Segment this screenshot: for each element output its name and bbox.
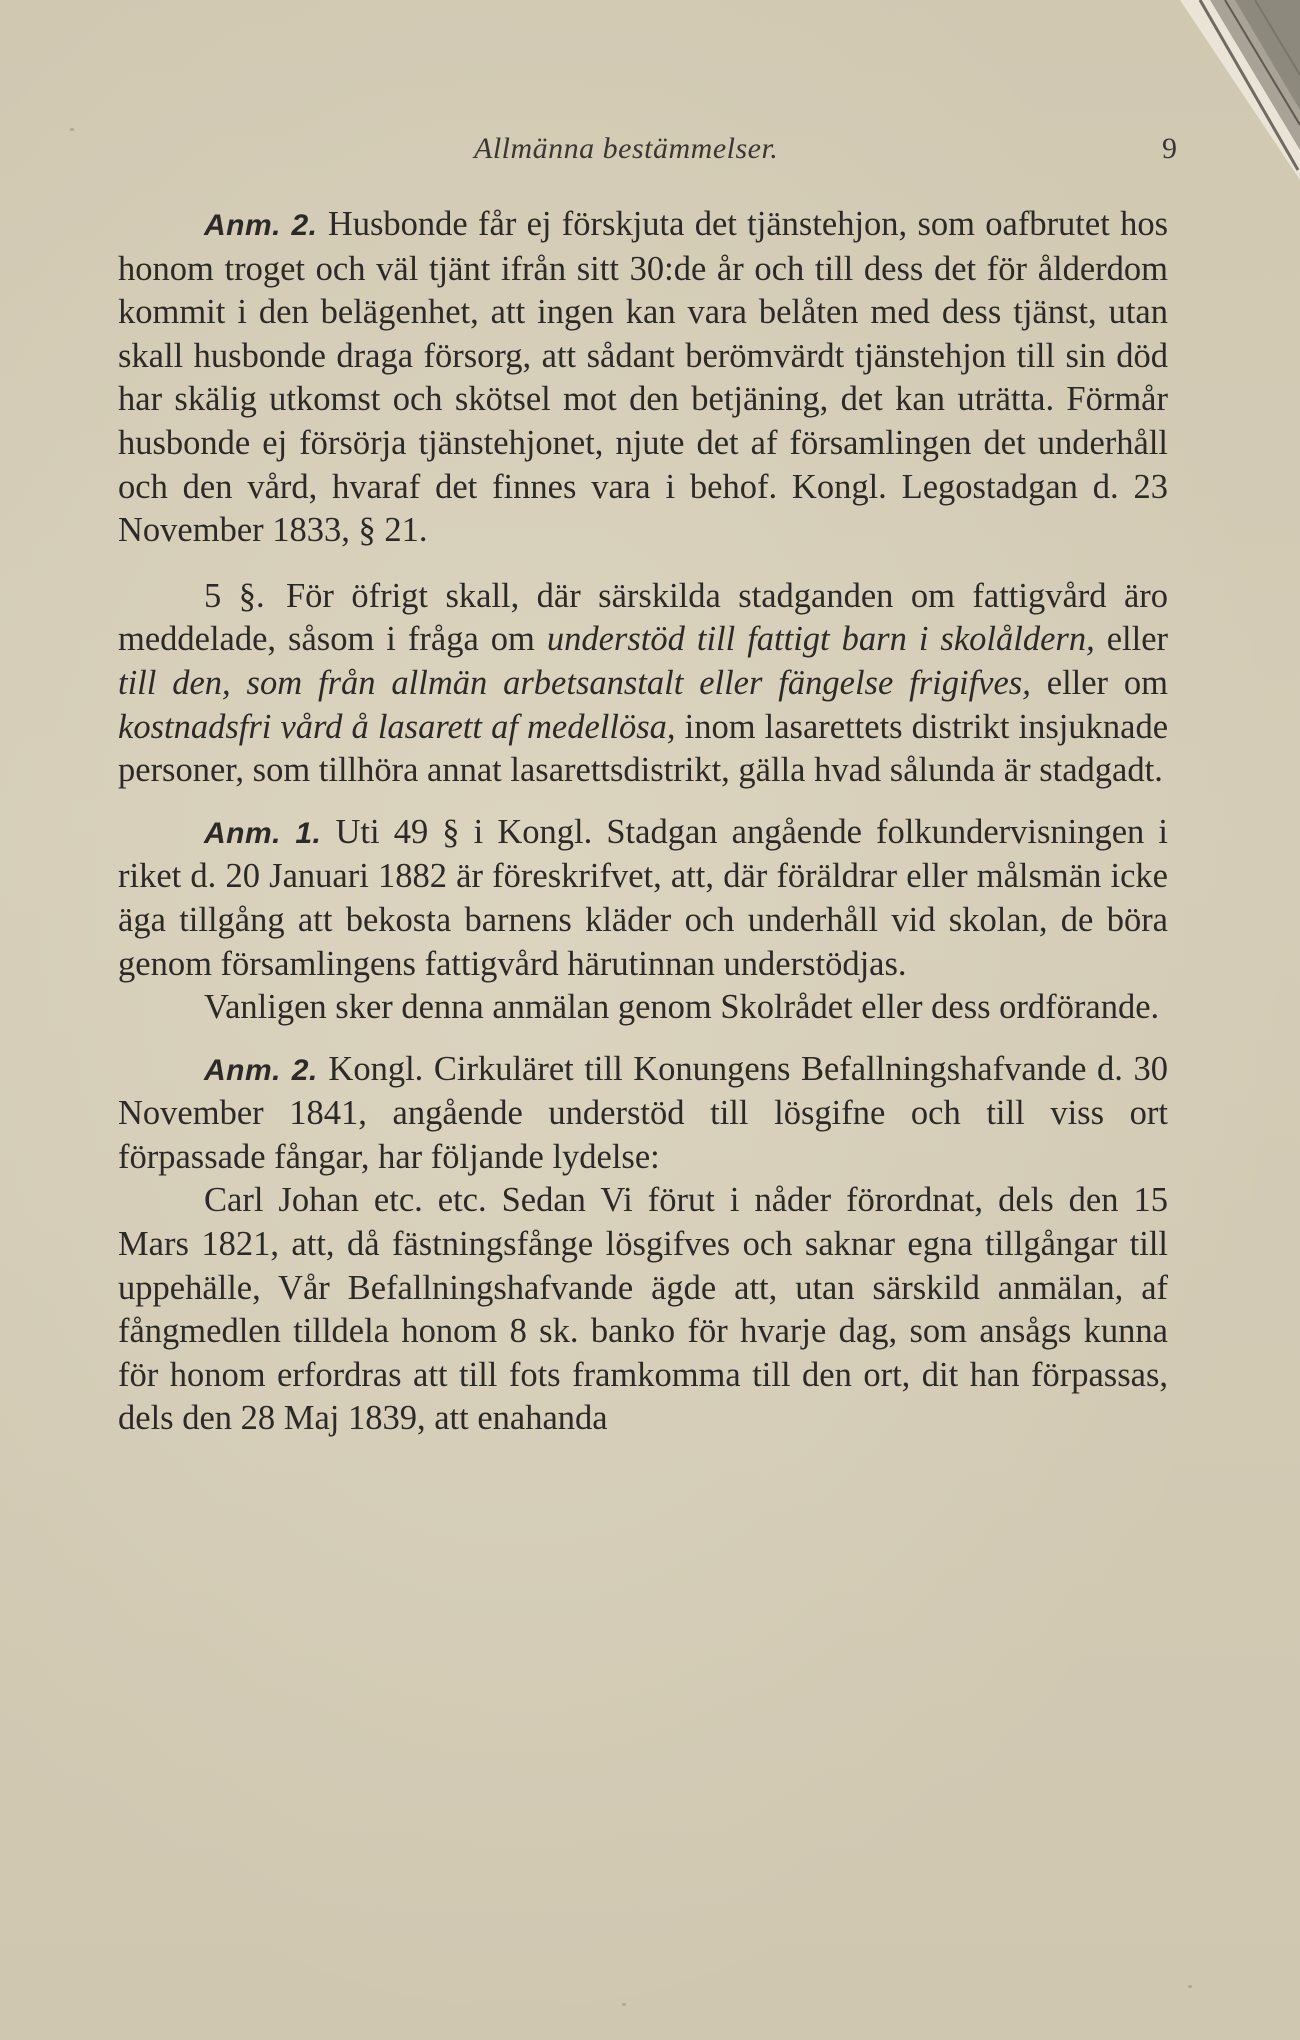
paragraph-carl-johan — [118, 1179, 1168, 1441]
paragraph-text: inom lasarettets distrikt insjuknade personer, som tillhöra annat lasarettsdistrikt, gälla hvad sålunda är stadgadt. — [118, 707, 1169, 790]
annotation-label: Anm. 2. — [204, 1053, 318, 1087]
italic-term: kostnadsfri vård å lasarett af medellösa, — [118, 707, 676, 746]
paragraph-text: För öfrigt skall, där särskilda stadganden om fattigvård äro meddelade, såsom i fråga om — [118, 576, 1168, 659]
paper-speck — [622, 2003, 626, 2006]
body-text — [118, 203, 1168, 1441]
italic-term: till den, som från allmän arbetsanstalt eller fängelse frigifves, — [118, 663, 1031, 702]
paragraph-text: eller — [1106, 620, 1169, 659]
paragraph-anm-2-servant — [118, 203, 1168, 553]
paper-speck — [70, 128, 74, 131]
paragraph-section-5 — [118, 575, 1168, 793]
paragraph-text: Uti 49 § i Kongl. Stadgan angående folkundervisningen i riket d. 20 Januari 1882 är föreskrifvet, att, där föräldrar eller målsmän icke äga tillgång att bekosta barnens kläder och underhåll vid skolan, de böra genom församlingens fattigvård härutinnan understödjas. — [118, 812, 1168, 983]
paragraph-text: Husbonde får ej förskjuta det tjänstehjon, som oafbrutet hos honom troget och väl tjänt ifrån sitt 30:de år och till dess det för ålderdom kommit i den belägenhet, att ingen kan vara belåten med dess tjänst, utan skall husbonde draga försorg, att sådant berömvärdt tjänstehjon till sin död har skälig utkomst och skötsel mot den betjäning, det kan uträtta. Förmår husbonde ej försörja tjänstehjonet, njute det af församlingen det underhåll och den vård, hvaraf det finnes vara i behof. Kongl. Legostadgan d. 23 November 1833, § 21. — [118, 205, 1169, 550]
paragraph-text: Vanligen sker denna anmälan genom Skolrådet eller dess ordförande. — [204, 988, 1160, 1027]
annotation-label: Anm. 2. — [204, 209, 318, 242]
running-head: Allmänna bestämmelser. — [474, 132, 779, 165]
paragraph-anm-1-school — [118, 811, 1168, 986]
paragraph-text: eller om — [1046, 663, 1169, 702]
paragraph-anm-2-circular — [118, 1048, 1168, 1180]
section-number: 5 §. — [204, 576, 265, 615]
italic-term: understöd till fattigt barn i skolåldern, — [546, 620, 1095, 659]
paper-speck — [1188, 1985, 1192, 1988]
annotation-label: Anm. 1. — [204, 816, 322, 850]
page-header — [0, 132, 1300, 172]
paragraph-text: Carl Johan etc. etc. Sedan Vi förut i nåder förordnat, dels den 15 Mars 1821, att, då fästningsfånge lösgifves och saknar egna tillgångar till uppehälle, Vår Befallningshafvande ägde att, utan särskild anmälan, af fångmedlen tilldela honom 8 sk. banko för hvarje dag, som ansågs kunna för honom erfordras att till fots framkomma till den ort, dit han förpassas, dels den 28 Maj 1839, att enahanda — [118, 1181, 1168, 1438]
paragraph-school-board — [118, 986, 1168, 1030]
paragraph-text: Kongl. Cirkuläret till Konungens Befallningshafvande d. 30 November 1841, angående understöd till lösgifne och till viss ort förpassade fångar, har följande lydelse: — [118, 1049, 1168, 1176]
page-number: 9 — [1162, 132, 1177, 165]
